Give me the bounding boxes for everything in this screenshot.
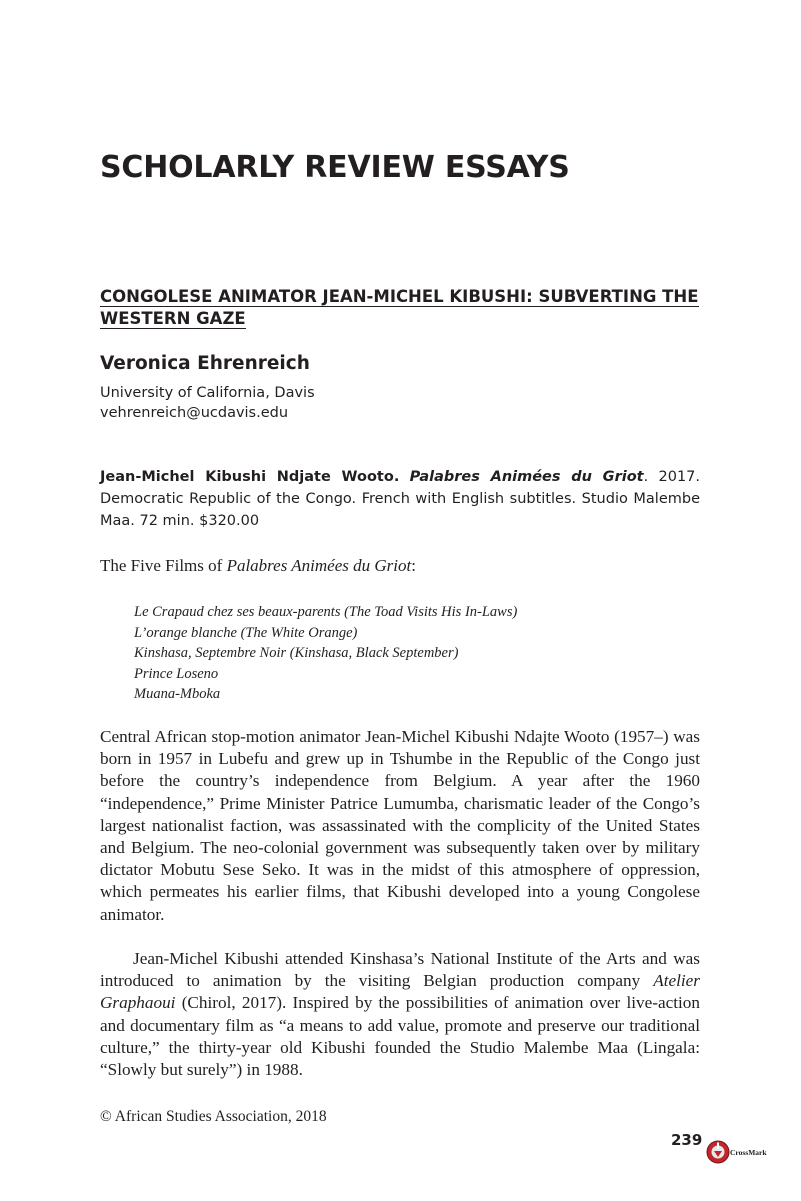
film-item: Prince Loseno xyxy=(134,665,219,682)
article-title-text[interactable]: CONGOLESE ANIMATOR JEAN-MICHEL KIBUSHI: SUBVERTING THE WESTERN GAZE xyxy=(100,287,699,328)
crossmark-badge[interactable] xyxy=(706,1137,772,1165)
author-name: Veronica Ehrenreich xyxy=(100,353,310,374)
section-heading: SCHOLARLY REVIEW ESSAYS xyxy=(100,150,570,185)
paragraph-2-italic: Atelier Graphaoui xyxy=(100,971,700,1013)
film-director: Jean-Michel Kibushi Ndjate Wooto. xyxy=(100,469,400,485)
paragraph-2-text-after: (Chirol, 2017). Inspired by the possibilities of animation over live-action and documentary film as “a means to add value, promote and preserve our traditional culture,” the thirty-year old Kibushi founded the Studio Malembe Maa (Lingala: “Slowly but surely”) in 1988. xyxy=(100,993,700,1080)
film-item: Muana-Mboka xyxy=(134,686,221,702)
crossmark-icon xyxy=(706,1140,730,1164)
film-details: . 2017. Democratic Republic of the Congo. French with English subtitles. Studio Malembe Maa. 72 min. $320.00 xyxy=(100,469,701,529)
films-list xyxy=(134,602,517,705)
body-paragraph-1: Central African stop-motion animator Jean-Michel Kibushi Ndajte Wooto (1957–) was born in 1957 in Lubefu and grew up in Tshumbe in the Republic of the Congo just before the country’s independence from Belgium. A year after the 1960 “independence,” Prime Minister Patrice Lumumba, charismatic leader of the Congo’s largest nationalist faction, was assassinated with the complicity of the United States and Belgium. The neo-colonial government was subsequently taken over by military dictator Mobutu Sese Seko. It was in the midst of this atmosphere of oppression, which permeates his earlier films, that Kibushi developed into a young Congolese animator. xyxy=(100,727,700,924)
page-number: 239 xyxy=(671,1131,703,1149)
author-affiliation xyxy=(100,383,315,423)
crossmark-label: CrossMark xyxy=(730,1148,767,1157)
films-intro-title: Palabres Animées du Griot xyxy=(226,556,412,575)
copyright-notice: © African Studies Association, 2018 xyxy=(100,1108,327,1125)
films-intro-suffix: : xyxy=(411,556,416,575)
paragraph-2-text-before: Jean-Michel Kibushi attended Kinshasa’s National Institute of the Arts and was introduced to animation by the visiting Belgian production company xyxy=(100,949,700,991)
film-title: Palabres Animées du Griot xyxy=(409,469,644,485)
article-title[interactable] xyxy=(100,286,700,330)
film-item: Kinshasa, Septembre Noir (Kinshasa, Black September) xyxy=(134,645,459,661)
film-item: Le Crapaud chez ses beaux-parents (The Toad Visits His In-Laws) xyxy=(134,604,518,620)
author-email[interactable]: vehrenreich@ucdavis.edu xyxy=(100,405,289,421)
film-info xyxy=(100,466,700,532)
author-institution: University of California, Davis xyxy=(100,385,315,401)
film-item: L’orange blanche (The White Orange) xyxy=(134,624,358,641)
body-paragraph-2 xyxy=(100,948,700,1081)
films-intro-prefix: The Five Films of xyxy=(100,556,227,575)
films-intro xyxy=(100,556,416,576)
